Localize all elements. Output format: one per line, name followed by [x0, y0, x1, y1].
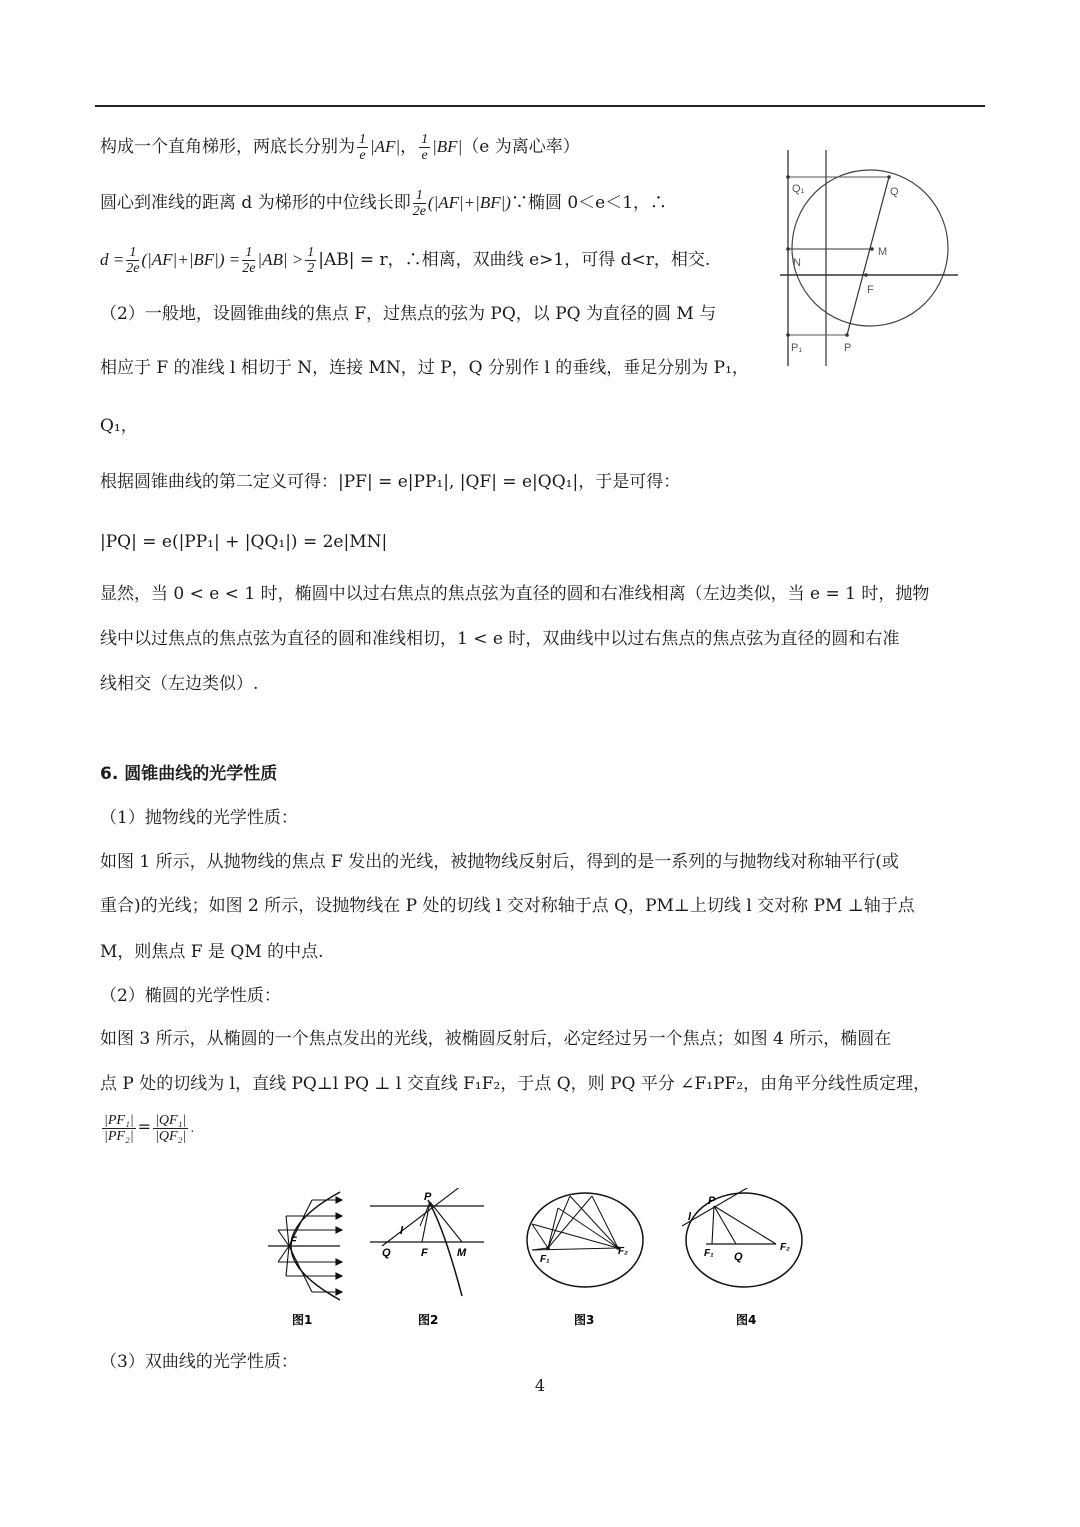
text-line-16: 点 P 处的切线为 l，直线 PQ⊥l PQ ⊥ l 交直线 F₁F₂，于点 Q，则 PQ 平分 ∠F₁PF₂，由角平分线性质定理， [100, 1074, 931, 1094]
text-line-14: M，则焦点 F 是 QM 的中点. [100, 942, 324, 962]
subsection-title-hyperbola: （3）双曲线的光学性质： [100, 1352, 298, 1372]
subsection-title-parabola: （1）抛物线的光学性质： [100, 808, 298, 828]
text-line-2: 圆心到准线的距离 d 为梯形的中位线长即 $\frac{1}{2e}$ (|AF|+|BF|)∵椭圆 0＜e＜1，∴ [100, 188, 668, 219]
figure-3-ellipse-reflection [520, 1188, 655, 1328]
fig2-label-l: l [400, 1225, 404, 1237]
fig4-label-l: l [688, 1211, 692, 1223]
fraction: $\frac{1}{2e}$ [242, 245, 256, 276]
fig4-label-f2: F₂ [780, 1242, 790, 1253]
fraction: $\frac{1}{2}$ [307, 245, 315, 276]
section-heading: 6. 圆锥曲线的光学性质 [100, 764, 278, 784]
text-line-12: 如图 1 所示，从抛物线的焦点 F 发出的光线，被抛物线反射后，得到的是一系列的与抛物线对称轴平行(或 [100, 852, 899, 872]
label-p1: P₁ [791, 342, 803, 354]
text-line-6: Q₁， [100, 416, 138, 436]
text-line-9: 显然，当 0 < e < 1 时，椭圆中以过右焦点的焦点弦为直径的圆和右准线相离（左边类似，当 e = 1 时，抛物 [100, 584, 930, 604]
fraction: $\frac{1}{2e}$ [126, 245, 140, 276]
text-line-3: d = $\frac{1}{2e}$ (|AF|+|BF|) = $\frac{1}{2e}$ |AB| > $\frac{1}{2}$ |AB| = r，∴相离，双曲线 e>1，可得 d<r，相交. [100, 245, 711, 276]
label-n: N [793, 257, 801, 269]
figure-2-parabola-tangent [366, 1188, 491, 1328]
text-line-10: 线中以过焦点的焦点弦为直径的圆和准线相切，1 < e 时，双曲线中以过右焦点的焦点弦为直径的圆和右准 [100, 629, 900, 649]
label-q1: Q₁ [792, 183, 805, 195]
fig2-label-m: M [457, 1247, 467, 1259]
fig3-caption: 图3 [574, 1313, 595, 1327]
text-line-4: （2）一般地，设圆锥曲线的焦点 F，过焦点的弦为 PQ，以 PQ 为直径的圆 M 与 [100, 304, 717, 324]
subsection-title-ellipse: （2）椭圆的光学性质： [100, 986, 281, 1006]
fig4-label-q: Q [734, 1251, 743, 1263]
fig4-label-f1: F₁ [704, 1248, 714, 1259]
label-m: M [878, 246, 888, 258]
text-line-13: 重合)的光线；如图 2 所示，设抛物线在 P 处的切线 l 交对称轴于点 Q，PM⊥上切线 l 交对称 PM ⊥轴于点 [100, 896, 915, 916]
label-f: F [867, 284, 874, 296]
fig4-caption: 图4 [736, 1313, 757, 1327]
text-line-15: 如图 3 所示，从椭圆的一个焦点发出的光线，被椭圆反射后，必定经过另一个焦点；如图 4 所示，椭圆在 [100, 1029, 892, 1049]
text-line-5: 相应于 F 的准线 l 相切于 N，连接 MN，过 P，Q 分别作 l 的垂线，垂足分别为 P₁， [100, 358, 749, 378]
header-rule [95, 105, 985, 107]
fig3-label-f1: F₁ [540, 1254, 550, 1265]
fraction: $\frac{1}{e}$ [359, 132, 366, 163]
fraction: $\frac{1}{e}$ [421, 132, 429, 163]
text-line-11: 线相交（左边类似）. [100, 674, 259, 694]
fig1-label-f: F [290, 1235, 297, 1247]
fig4-label-p: P [708, 1195, 716, 1207]
ratio-formula: $\frac{\text{|PF₁|}}{\text{|PF₂|}}$ = $\frac{\text{|QF₁|}}{\text{|QF₂|}}$ . [104, 1113, 195, 1144]
text-line-8: |PQ| = e(|PP₁| + |QQ₁|) = 2e|MN| [100, 532, 388, 552]
fig2-caption: 图2 [418, 1313, 439, 1327]
figure-4-ellipse-tangent [676, 1188, 811, 1328]
fig2-label-q: Q [382, 1247, 391, 1259]
fig2-label-p: P [424, 1191, 432, 1203]
figure-1-parabola [262, 1188, 352, 1328]
text-line-7: 根据圆锥曲线的第二定义可得：|PF| = e|PP₁|, |QF| = e|QQ₁|，于是可得： [100, 472, 681, 492]
label-q: Q [890, 186, 899, 198]
circle-directrix-diagram [780, 148, 960, 368]
fig3-label-f2: F₂ [618, 1246, 628, 1257]
page-number: 4 [534, 1376, 546, 1395]
fig2-label-f: F [421, 1247, 428, 1259]
text-line-1: 构成一个直角梯形，两底长分别为 $\frac{1}{e}$ |AF|， $\frac{1}{e}$ |BF|（e 为离心率） [100, 132, 580, 163]
fig1-caption: 图1 [292, 1313, 313, 1327]
fraction: $\frac{1}{2e}$ [412, 188, 426, 219]
label-p: P [844, 342, 852, 354]
